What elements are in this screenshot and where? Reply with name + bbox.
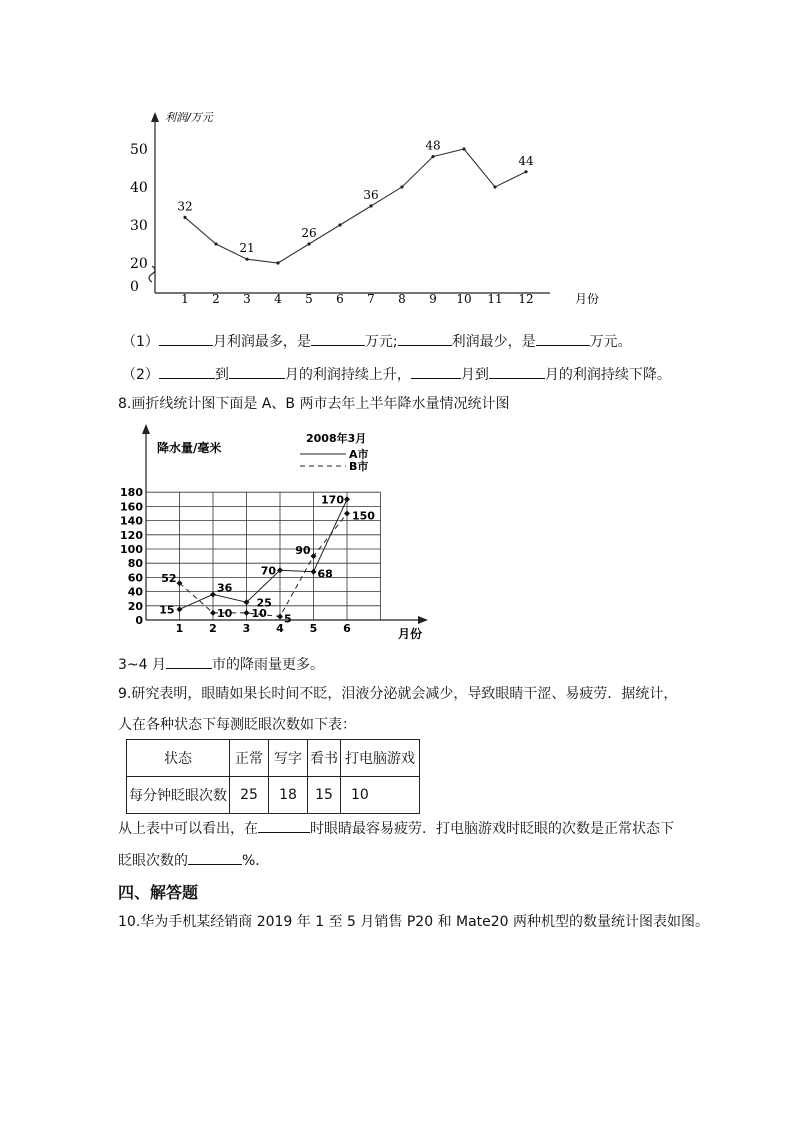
series-a-data-label: 36 bbox=[217, 581, 233, 595]
series-b-point bbox=[344, 511, 350, 517]
q1-part2-number: （2） bbox=[122, 367, 159, 383]
series-b-point bbox=[244, 610, 250, 616]
q1-text: 万元; bbox=[364, 334, 398, 350]
q9-line2: 人在各种状态下每测眨眼次数如下表： bbox=[118, 717, 356, 733]
q1-text: 月到 bbox=[460, 367, 489, 383]
blink-table bbox=[126, 739, 420, 814]
rainfall-y-tick: 120 bbox=[120, 528, 143, 542]
table-header: 写字 bbox=[269, 740, 308, 777]
profit-x-tick: 9 bbox=[429, 292, 437, 306]
series-a-data-label: 15 bbox=[159, 603, 175, 617]
profit-y-tick: 0 bbox=[130, 279, 139, 295]
q1-line2 bbox=[122, 364, 671, 384]
answer-blank[interactable] bbox=[489, 364, 545, 379]
table-header: 正常 bbox=[230, 740, 269, 777]
profit-x-tick: 11 bbox=[487, 292, 503, 306]
profit-data-label: 48 bbox=[425, 138, 441, 153]
q8-text: 3~4 月 bbox=[118, 657, 166, 673]
table-row bbox=[127, 777, 420, 814]
section-heading: 四、解答题 bbox=[118, 883, 199, 902]
rainfall-y-tick: 160 bbox=[120, 500, 143, 514]
q9-line3 bbox=[118, 818, 674, 838]
profit-data-label: 21 bbox=[239, 241, 255, 256]
profit-point bbox=[462, 147, 465, 150]
rainfall-y-tick: 20 bbox=[127, 599, 143, 613]
table-header: 看书 bbox=[308, 740, 341, 777]
profit-data-label: 36 bbox=[363, 188, 379, 202]
rainfall-y-tick: 40 bbox=[127, 585, 143, 599]
rainfall-legend-title: 2008年3月 bbox=[306, 432, 367, 445]
series-a-data-label: 170 bbox=[321, 493, 344, 507]
profit-x-tick: 10 bbox=[456, 292, 472, 306]
profit-y-tick: 20 bbox=[130, 256, 148, 272]
rainfall-x-arrow-icon bbox=[418, 616, 428, 624]
profit-data-label: 26 bbox=[301, 226, 317, 240]
answer-blank[interactable] bbox=[166, 654, 212, 669]
table-cell: 15 bbox=[308, 777, 341, 814]
profit-point bbox=[307, 242, 310, 245]
profit-point bbox=[524, 170, 527, 173]
series-a-data-label: 68 bbox=[317, 567, 333, 581]
table-cell: 25 bbox=[230, 777, 269, 814]
q10-text: 10.华为手机某经销商 2019 年 1 至 5 月销售 P20 和 Mate20 两种机型的数量统计图表如图。 bbox=[118, 914, 710, 930]
rainfall-x-tick: 5 bbox=[309, 622, 318, 635]
rainfall-x-tick: 6 bbox=[343, 622, 351, 635]
q1-line1 bbox=[122, 331, 632, 351]
profit-point bbox=[245, 258, 248, 261]
q8-title: 8.画折线统计图下面是 A、B 两市去年上半年降水量情况统计图 bbox=[118, 396, 510, 412]
profit-x-label: 月份 bbox=[575, 292, 600, 306]
rainfall-x-tick: 3 bbox=[242, 622, 251, 635]
profit-x-tick: 5 bbox=[305, 292, 313, 306]
series-b-data-label: 150 bbox=[352, 509, 375, 523]
rainfall-y-tick: 140 bbox=[120, 514, 143, 528]
series-a-line bbox=[180, 499, 348, 609]
profit-point bbox=[431, 155, 434, 158]
rainfall-y-tick: 60 bbox=[127, 571, 143, 585]
profit-x-tick: 4 bbox=[274, 292, 282, 306]
q9-text: %． bbox=[242, 853, 270, 869]
q9-text: 眨眼次数的 bbox=[118, 853, 188, 869]
series-b-data-label: 52 bbox=[161, 572, 177, 586]
rainfall-y-label: 降水量/毫米 bbox=[157, 441, 222, 455]
profit-x-tick: 8 bbox=[398, 292, 406, 306]
q1-text: 月的利润持续上升， bbox=[284, 367, 411, 383]
profit-point bbox=[369, 204, 372, 207]
q9-line1: 9.研究表明，眼睛如果长时间不眨，泪液分泌就会减少，导致眼睛干涩、易疲劳．据统计， bbox=[118, 686, 678, 702]
answer-blank[interactable] bbox=[311, 331, 365, 346]
profit-point bbox=[400, 185, 403, 188]
series-b-data-label: 10 bbox=[217, 606, 233, 620]
rainfall-chart bbox=[110, 420, 450, 645]
answer-blank[interactable] bbox=[258, 818, 310, 833]
q8-text: 市的降雨量更多。 bbox=[212, 657, 324, 673]
rainfall-x-label: 月份 bbox=[398, 627, 423, 641]
rainfall-y-tick: 100 bbox=[120, 543, 143, 556]
series-b-data-label: 90 bbox=[295, 544, 311, 558]
q1-text: 到 bbox=[214, 367, 229, 383]
table-cell: 10 bbox=[341, 777, 420, 814]
profit-data-label: 44 bbox=[518, 153, 534, 168]
table-header: 状态 bbox=[127, 740, 230, 777]
profit-series-line bbox=[185, 149, 526, 263]
q9-text: 时眼睛最容易疲劳．打电脑游戏时眨眼的次数是正常状态下 bbox=[310, 821, 674, 837]
q1-text: 万元。 bbox=[589, 334, 632, 350]
profit-x-tick: 3 bbox=[243, 292, 251, 306]
profit-y-tick: 50 bbox=[130, 142, 148, 158]
q9-line4 bbox=[118, 850, 269, 870]
rainfall-y-tick: 180 bbox=[120, 486, 143, 500]
answer-blank[interactable] bbox=[159, 331, 213, 346]
legend-label-a: A市 bbox=[349, 448, 369, 461]
rainfall-y-tick: 0 bbox=[135, 614, 143, 627]
rainfall-y-tick: 80 bbox=[127, 557, 143, 571]
profit-point bbox=[183, 216, 186, 219]
answer-blank[interactable] bbox=[188, 850, 242, 865]
profit-y-tick: 30 bbox=[130, 218, 148, 234]
profit-chart bbox=[130, 108, 620, 313]
profit-x-tick: 6 bbox=[336, 292, 344, 306]
q1-text: 月利润最多，是 bbox=[212, 334, 311, 350]
q8-question bbox=[118, 654, 324, 674]
profit-x-tick: 1 bbox=[181, 292, 189, 306]
series-b-point bbox=[210, 610, 216, 616]
profit-point bbox=[493, 185, 496, 188]
answer-blank[interactable] bbox=[411, 364, 461, 379]
profit-x-tick: 2 bbox=[212, 292, 220, 306]
axis-break-mark bbox=[149, 266, 155, 282]
q1-text: 利润最少，是 bbox=[451, 334, 536, 350]
profit-point bbox=[276, 261, 279, 264]
series-a-point bbox=[344, 496, 350, 502]
profit-data-label: 32 bbox=[177, 199, 193, 214]
profit-y-label: 利润/万元 bbox=[165, 111, 213, 124]
profit-y-tick: 40 bbox=[130, 180, 148, 196]
profit-x-tick: 12 bbox=[518, 292, 534, 306]
table-row-label: 每分钟眨眼次数 bbox=[127, 777, 230, 814]
answer-blank[interactable] bbox=[536, 331, 590, 346]
series-a-point bbox=[311, 569, 317, 575]
rainfall-x-tick: 1 bbox=[175, 622, 184, 635]
series-b-data-label: 5 bbox=[284, 612, 292, 626]
answer-blank[interactable] bbox=[229, 364, 285, 379]
answer-blank[interactable] bbox=[159, 364, 215, 379]
q1-text: 月的利润持续下降。 bbox=[544, 367, 671, 383]
series-a-point bbox=[177, 606, 183, 612]
series-a-data-label: 25 bbox=[256, 596, 272, 610]
series-a-point bbox=[210, 591, 216, 597]
profit-y-arrow-icon bbox=[151, 112, 159, 122]
series-a-data-label: 70 bbox=[260, 564, 276, 578]
profit-x-tick: 7 bbox=[367, 292, 375, 306]
answer-blank[interactable] bbox=[398, 331, 452, 346]
rainfall-y-arrow-icon bbox=[142, 424, 150, 434]
profit-point bbox=[338, 223, 341, 226]
rainfall-x-tick: 4 bbox=[276, 622, 284, 635]
rainfall-x-tick: 2 bbox=[209, 622, 217, 635]
table-header: 打电脑游戏 bbox=[341, 740, 420, 777]
series-b-data-label: 10 bbox=[251, 606, 267, 620]
legend-label-b: B市 bbox=[349, 460, 369, 473]
table-row bbox=[127, 740, 420, 777]
q9-text: 从上表中可以看出，在 bbox=[118, 821, 258, 837]
q1-part1-number: （1） bbox=[122, 334, 159, 350]
series-b-point bbox=[277, 613, 283, 619]
profit-point bbox=[214, 242, 217, 245]
table-cell: 18 bbox=[269, 777, 308, 814]
